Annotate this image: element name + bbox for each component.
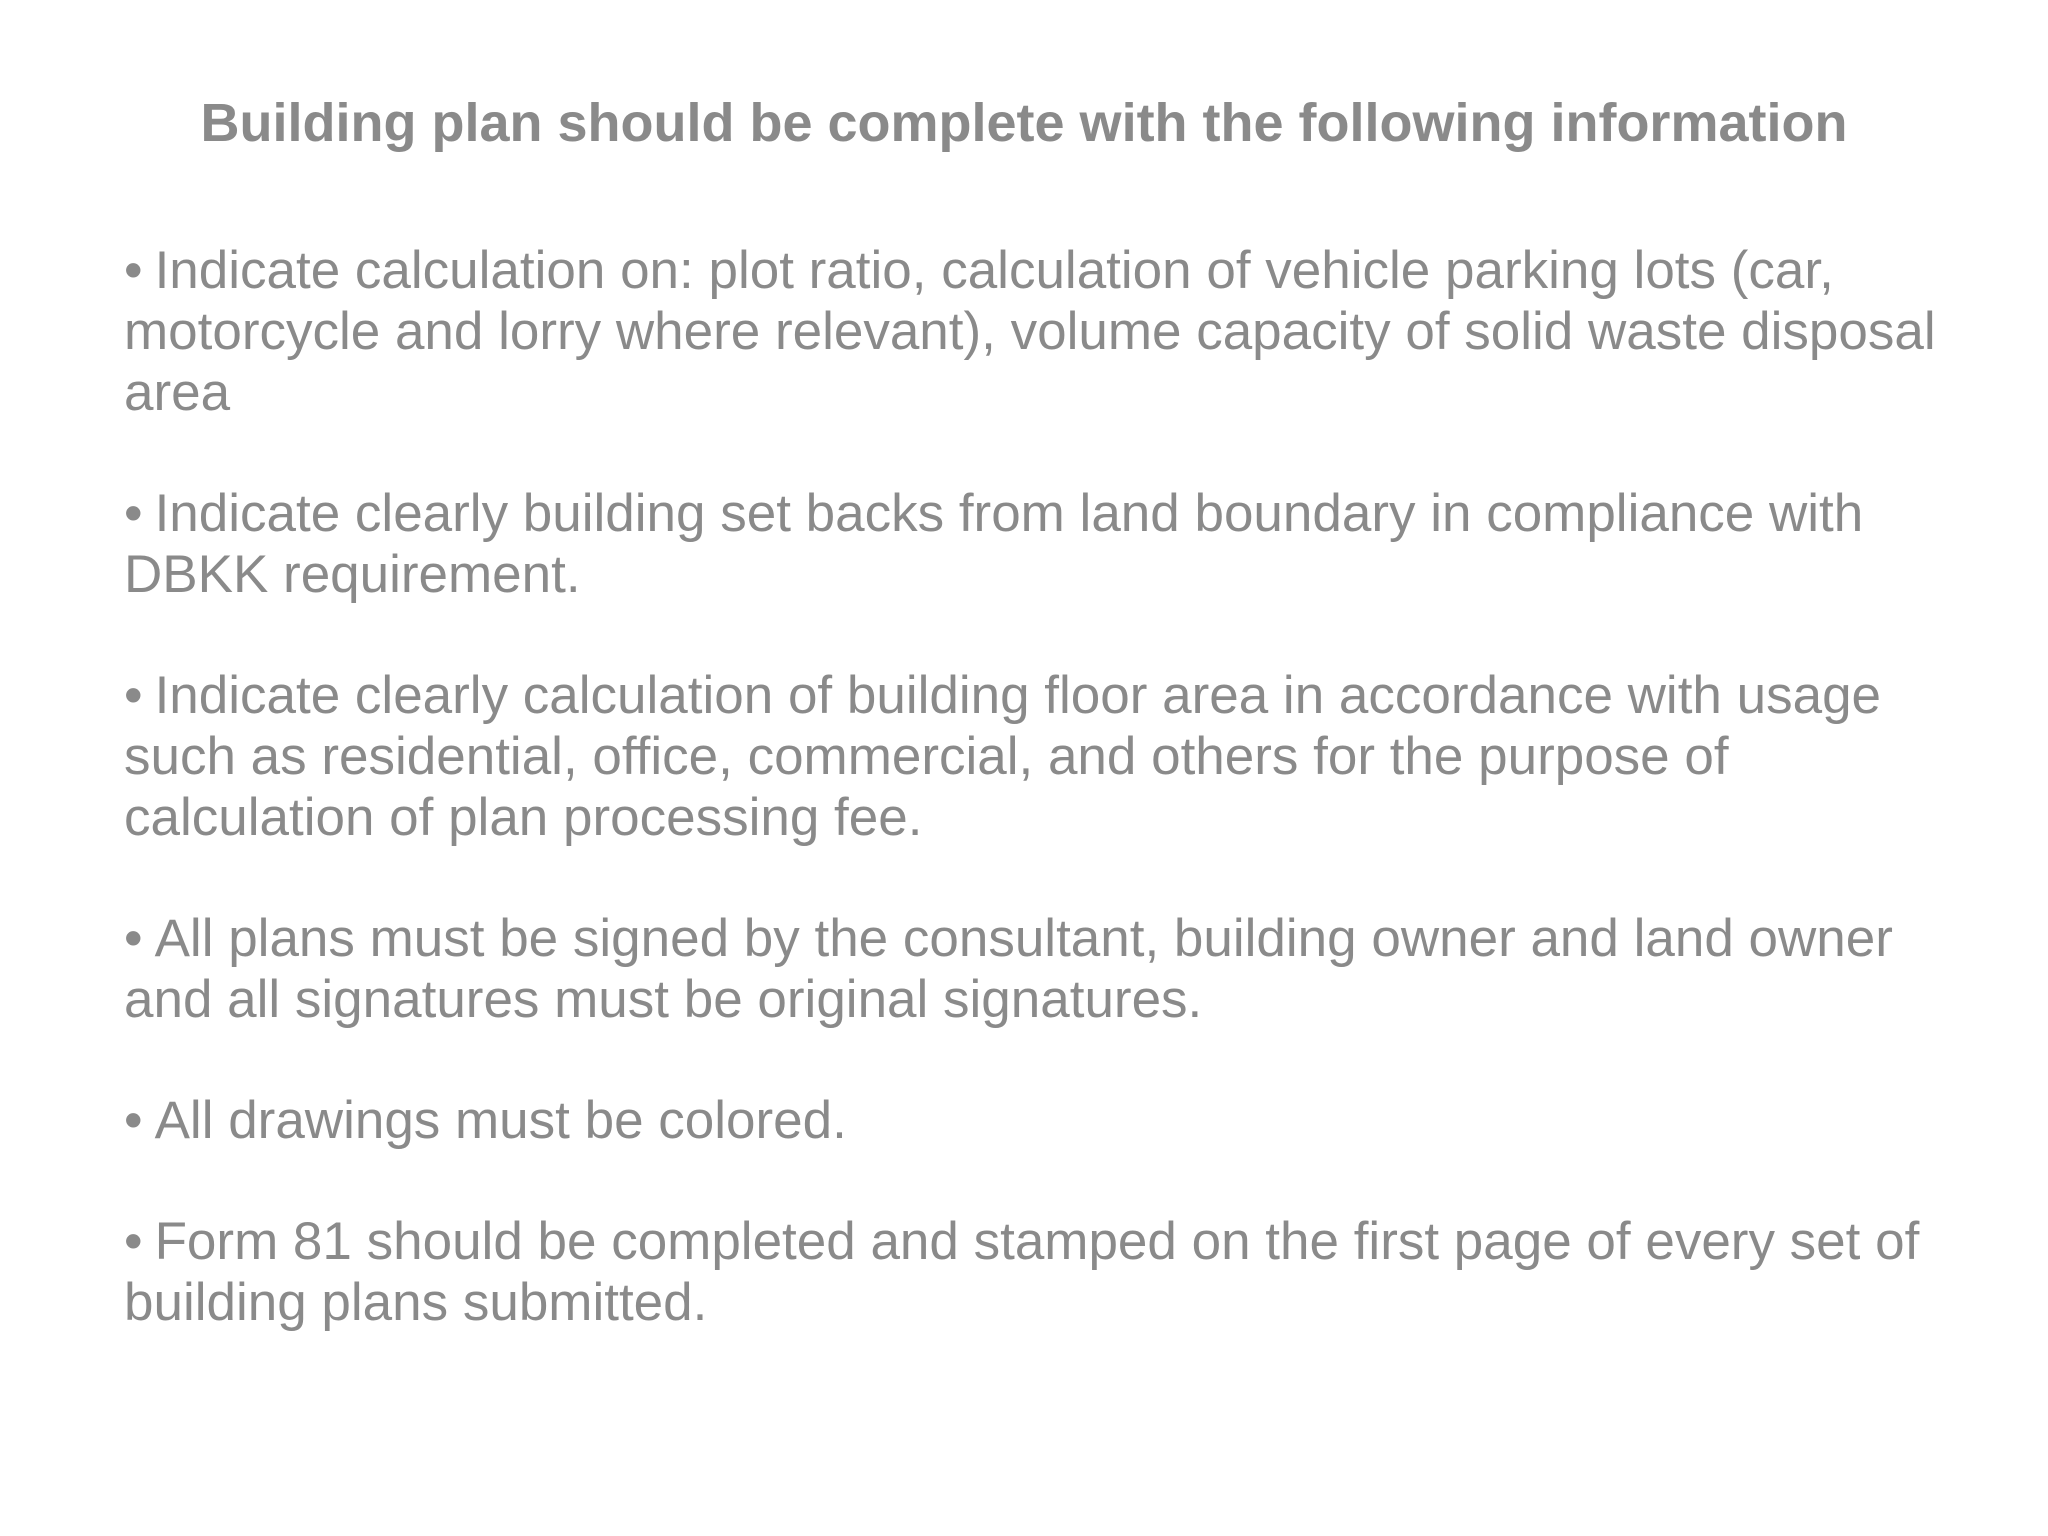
bullet-item xyxy=(124,483,1944,605)
bullet-text: All drawings must be colored. xyxy=(154,1091,847,1150)
bullet-item xyxy=(124,240,1944,423)
bullet-item xyxy=(124,1211,1944,1333)
slide-title: Building plan should be complete with the following information xyxy=(200,93,1848,153)
bullet-dot-icon: • xyxy=(124,909,143,968)
bullet-dot-icon: • xyxy=(124,484,143,543)
bullet-text: Indicate clearly calculation of building floor area in accordance with usage such as residential, office, commercial, and others for the purpose of calculation of plan processing fee. xyxy=(124,666,1882,847)
bullet-item xyxy=(124,1090,1944,1151)
bullet-dot-icon: • xyxy=(124,1212,143,1271)
bullet-item xyxy=(124,908,1944,1030)
bullet-text: Indicate clearly building set backs from land boundary in compliance with DBKK requirement. xyxy=(124,484,1864,604)
bullet-list xyxy=(124,240,1944,1393)
bullet-text: Form 81 should be completed and stamped on the first page of every set of building plans submitted. xyxy=(124,1212,1920,1332)
bullet-dot-icon: • xyxy=(124,666,143,725)
bullet-text: All plans must be signed by the consultant, building owner and land owner and all signatures must be original signatures. xyxy=(124,909,1893,1029)
bullet-text: Indicate calculation on: plot ratio, calculation of vehicle parking lots (car, motorcycle and lorry where relevant), volume capacity of solid waste disposal area xyxy=(124,241,1936,422)
bullet-dot-icon: • xyxy=(124,1091,143,1150)
bullet-dot-icon: • xyxy=(124,241,143,300)
bullet-item xyxy=(124,665,1944,848)
